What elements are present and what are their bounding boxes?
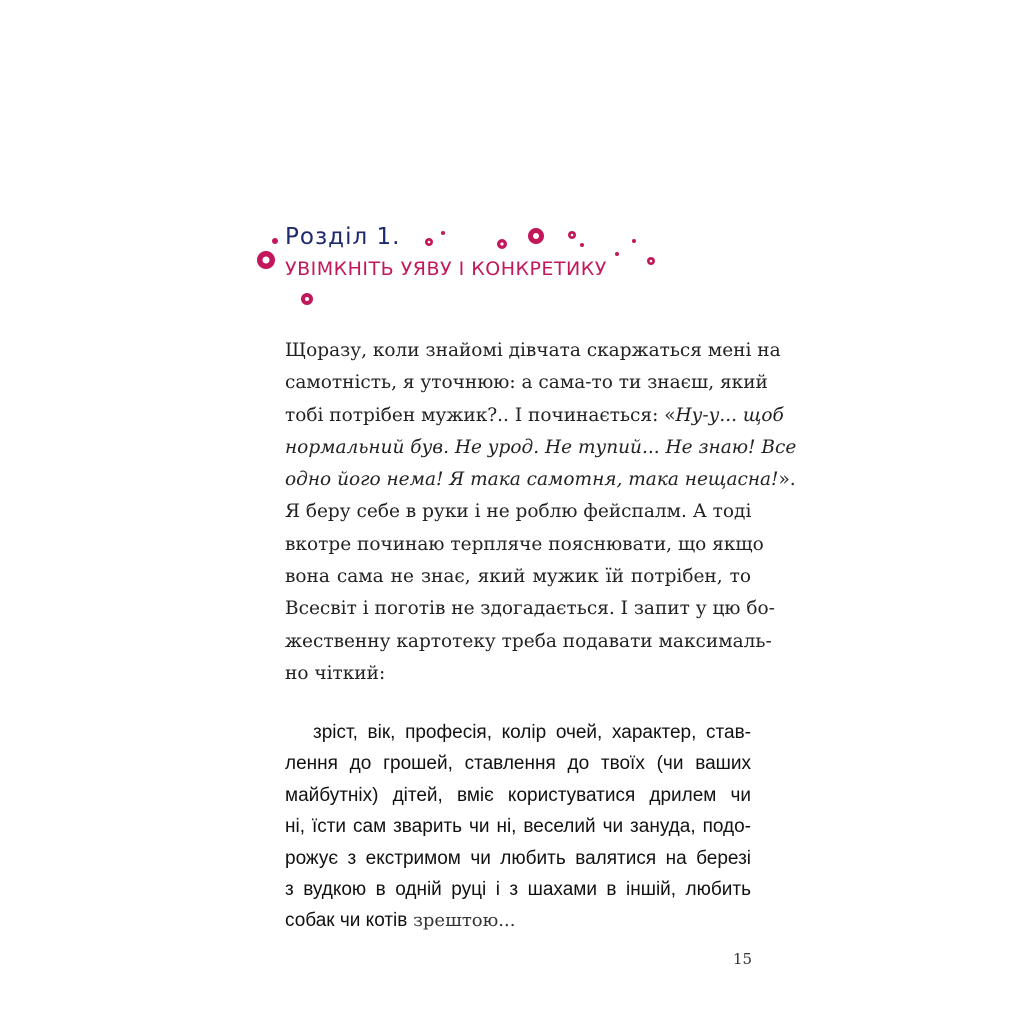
text-line xyxy=(285,464,796,496)
text-line: самотність, я уточнюю: а сама-то ти знаєш, який xyxy=(285,372,768,394)
text-line: Всесвіт і поготів не здогадається. І запит у цю бо- xyxy=(285,598,775,620)
trailing-text: зрештою... xyxy=(407,910,516,932)
emphasis-line xyxy=(285,905,751,936)
body-paragraph xyxy=(285,335,797,690)
emphasis-line: рожує з екстримом чи любить валятися на березі xyxy=(285,847,751,869)
emphasis-line: зріст, вік, професія, колір очей, характер, став- xyxy=(313,722,751,743)
text-span: тобі потрібен мужик?.. І починається: « xyxy=(285,404,676,426)
chapter-number: Розділ 1. xyxy=(285,224,401,250)
emphasis-text: собак чи котів xyxy=(285,910,408,932)
decorative-dot xyxy=(272,238,278,244)
text-line: Я беру себе в руки і не роблю фейспалм. А тоді xyxy=(285,501,752,523)
text-line: но чіткий: xyxy=(285,662,386,684)
decorative-dot xyxy=(580,243,584,247)
text-line: вона сама не знає, який мужик їй потрібен, то xyxy=(285,566,751,588)
text-line xyxy=(285,400,784,432)
text-line: Щоразу, коли знайомі дівчата скаржаться мені на xyxy=(285,340,781,361)
decorative-dot xyxy=(632,239,636,243)
quote-italic: одно його нема! Я така самотня, така нещасна! xyxy=(285,469,779,491)
emphasis-line: ні, їсти сам зварить чи ні, веселий чи зануда, подо- xyxy=(285,816,751,838)
quote-line: нормальний був. Не урод. Не тупий... Не знаю! Все xyxy=(285,436,797,458)
quote-italic: Ну-у... щоб xyxy=(675,404,784,426)
page-number: 15 xyxy=(733,950,753,968)
decorative-dot xyxy=(615,252,619,256)
text-span: ». xyxy=(778,469,796,491)
emphasis-line: лення до грошей, ставлення до твоїх (чи ваших xyxy=(285,753,751,775)
decorative-dot xyxy=(441,231,445,235)
chapter-title: УВІМКНІТЬ УЯВУ І КОНКРЕТИКУ xyxy=(285,258,607,280)
chapter-heading xyxy=(255,218,675,318)
emphasis-line: майбутніх) дітей, вміє користуватися дрилем чи xyxy=(285,784,751,806)
text-line: жественну картотеку треба подавати максималь- xyxy=(285,630,772,652)
emphasis-line: з вудкою в одній руці і з шахами в іншій, любить xyxy=(285,878,751,900)
emphasis-paragraph xyxy=(285,717,751,937)
text-line: вкотре починаю терпляче пояснювати, що якщо xyxy=(285,533,764,555)
